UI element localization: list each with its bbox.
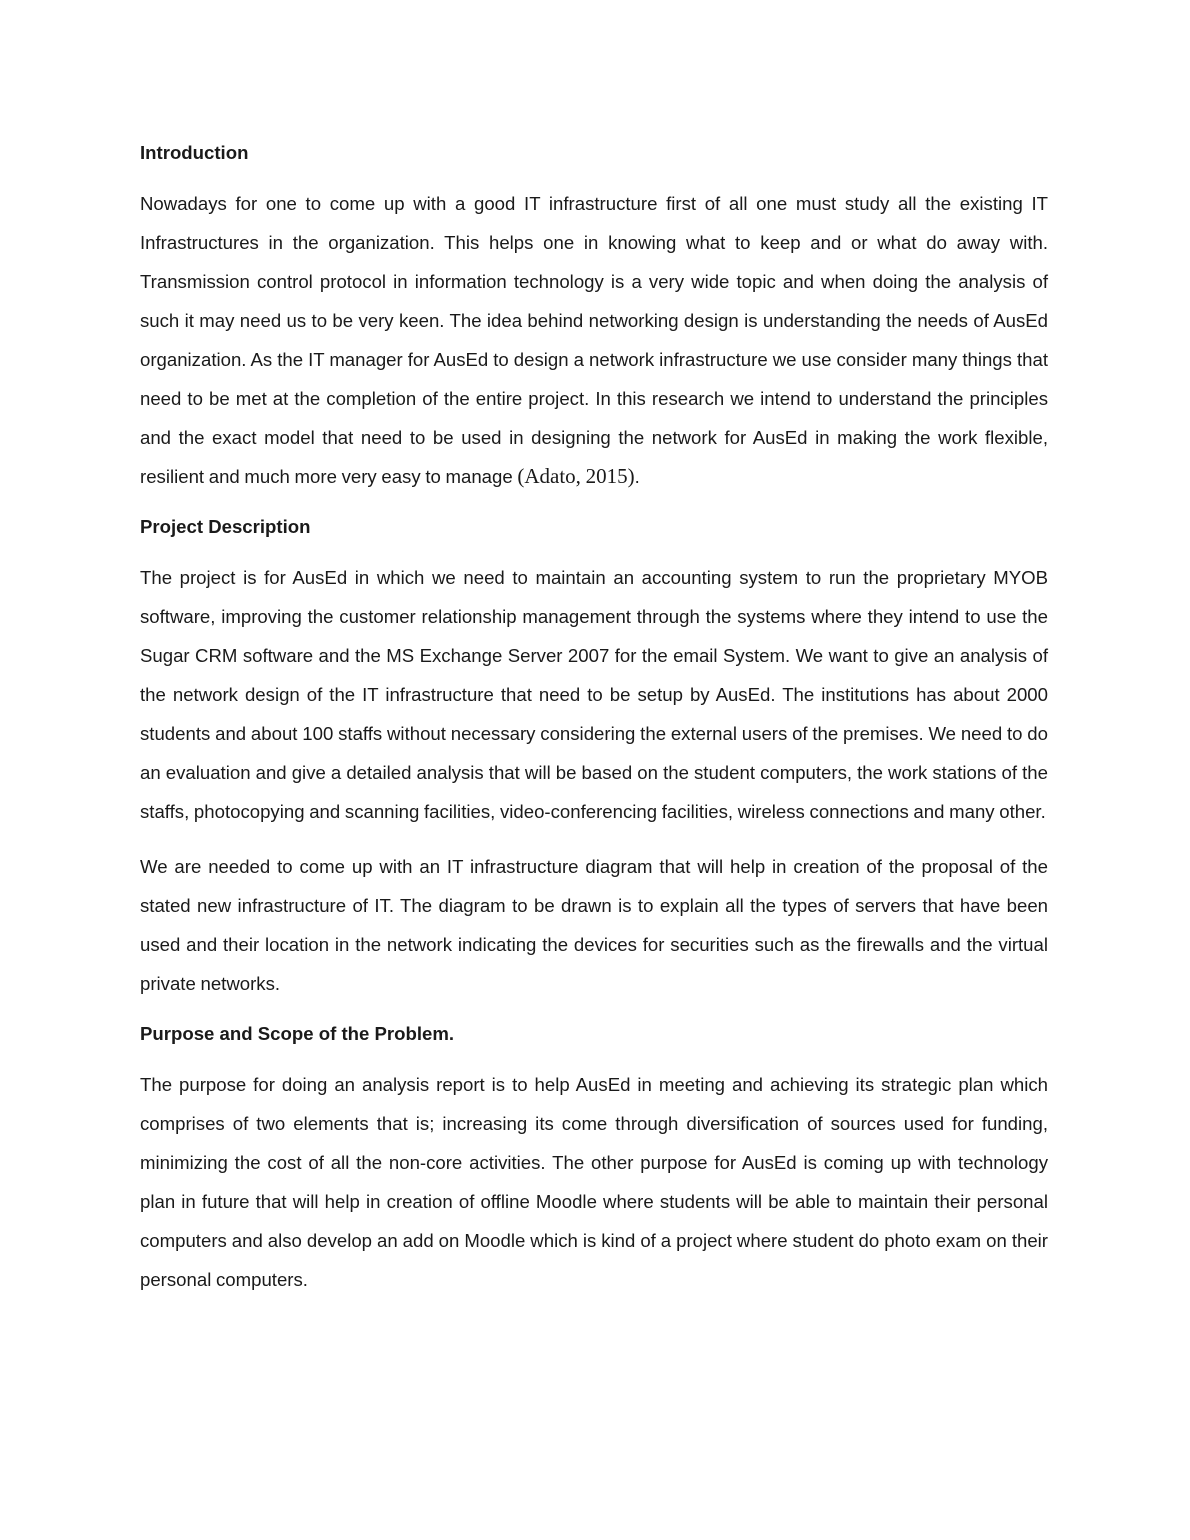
purpose-scope-section <box>140 1019 1048 1299</box>
project-description-paragraph-1: The project is for AusEd in which we need to maintain an accounting system to run the proprietary MYOB software, improving the customer relationship management through the systems where they intend to use the Sugar CRM software and the MS Exchange Server 2007 for the email System. We want to give an analysis of the network design of the IT infrastructure that need to be setup by AusEd. The institutions has about 2000 students and about 100 staffs without necessary considering the external users of the premises. We need to do an evaluation and give a detailed analysis that will be based on the student computers, the work stations of the staffs, photocopying and scanning facilities, video-conferencing facilities, wireless connections and many other. <box>140 567 1048 822</box>
introduction-heading: Introduction <box>140 142 249 163</box>
project-description-section <box>140 512 1048 1003</box>
purpose-scope-paragraph: The purpose for doing an analysis report is to help AusEd in meeting and achieving its strategic plan which comprises of two elements that is; increasing its come through diversification of sources used for funding, minimizing the cost of all the non-core activities. The other purpose for AusEd is coming up with technology plan in future that will help in creation of offline Moodle where students will be able to maintain their personal computers and also develop an add on Moodle which is kind of a project where student do photo exam on their personal computers. <box>140 1074 1048 1290</box>
project-description-paragraph-2: We are needed to come up with an IT infrastructure diagram that will help in creation of the proposal of the stated new infrastructure of IT. The diagram to be drawn is to explain all the types of servers that have been used and their location in the network indicating the devices for securities such as the firewalls and the virtual private networks. <box>140 856 1048 994</box>
introduction-section <box>140 138 1048 496</box>
introduction-tail: . <box>634 466 640 487</box>
introduction-citation: (Adato, 2015) <box>517 464 635 488</box>
introduction-text: Nowadays for one to come up with a good IT infrastructure first of all one must study all the existing IT Infrastructures in the organization. This helps one in knowing what to keep and or what do away with. Transmission control protocol in information technology is a very wide topic and when doing the analysis of such it may need us to be very keen. The idea behind networking design is understanding the needs of AusEd organization. As the IT manager for AusEd to design a network infrastructure we use consider many things that need to be met at the completion of the entire project. In this research we intend to understand the principles and the exact model that need to be used in designing the network for AusEd in making the work flexible, resilient and much more very easy to manage <box>140 193 1048 487</box>
document-page <box>140 138 1048 1315</box>
purpose-scope-heading: Purpose and Scope of the Problem. <box>140 1023 455 1044</box>
introduction-paragraph <box>140 184 1048 496</box>
project-description-heading: Project Description <box>140 516 311 537</box>
